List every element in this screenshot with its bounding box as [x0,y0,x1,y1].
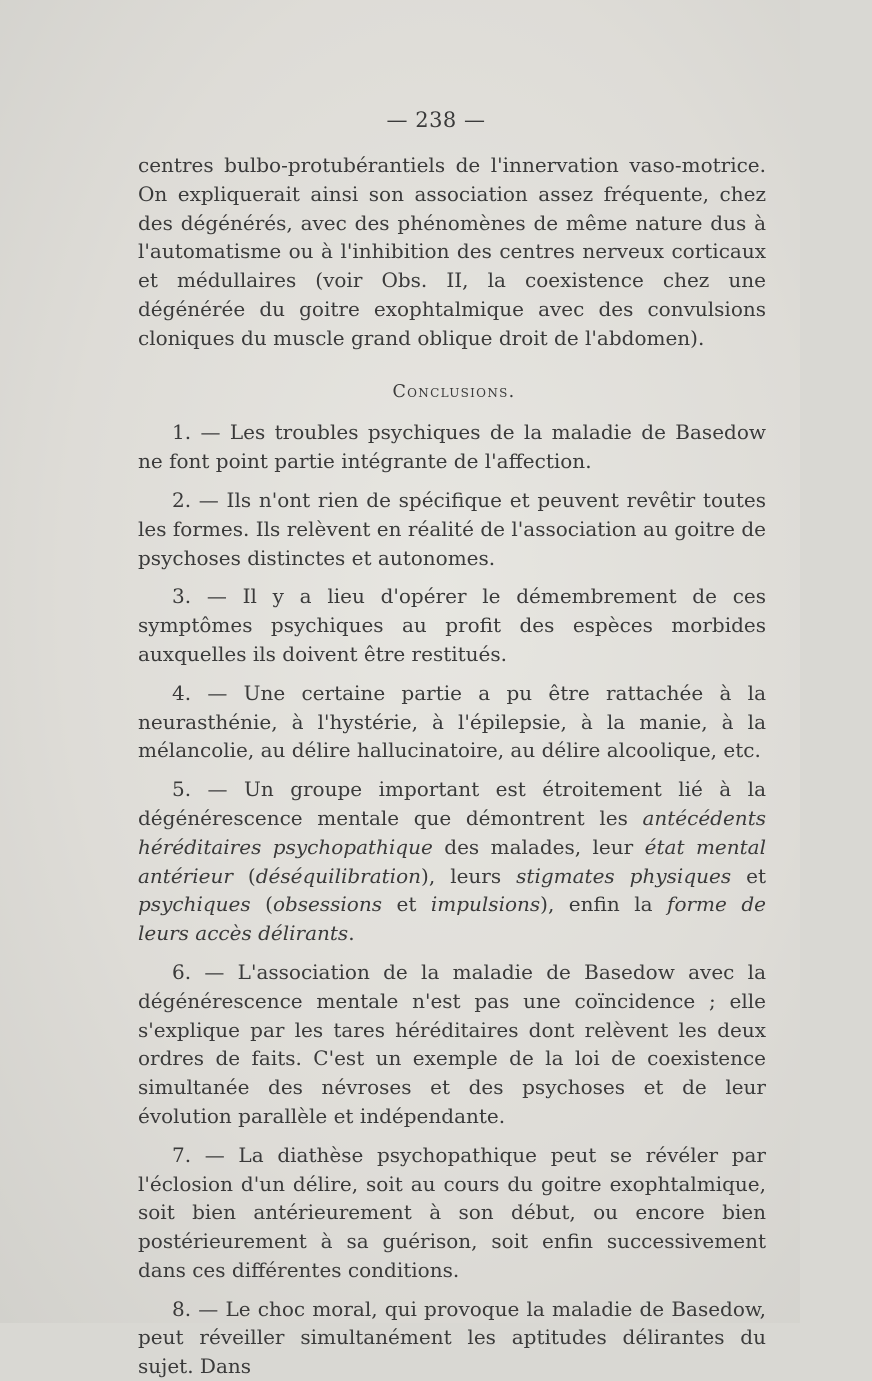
conclusion-5-text: des malades, leur [432,834,645,859]
conclusion-3: 3. — Il y a lieu d'opérer le démembrement de ces symptômes psychiques au profit des espèces morbides auxquelles ils doivent être restitués. [138,584,766,666]
conclusion-7: 7. — La diathèse psychopathique peut se révéler par l'éclosion d'un délire, soit au cours du goitre exophtalmique, soit bien antérieurement à son début, ou encore bien postérieurement à sa guérison, soit enfin successivement dans ces différentes conditions. [138,1142,766,1282]
italic-psychiques: psychiques [138,892,251,917]
conclusion-5-text: ), enfin la [540,892,668,917]
conclusion-1: 1. — Les troubles psychiques de la maladie de Basedow ne font point partie intégrante de l'affection. [138,420,766,474]
conclusion-5 [138,775,766,948]
conclusion-5-text: et [731,863,766,888]
section-heading-conclusions: Conclusions. [392,381,516,402]
page-number: — 238 — [386,108,486,132]
italic-antecedents: antécédents héréditaires psychopathique [138,805,766,859]
conclusion-5-text: 5. — Un groupe important est étroitement lié à la dégénérescence mentale que démontrent les [138,777,766,830]
conclusion-4: 4. — Une certaine partie a pu être rattachée à la neurasthénie, à l'hystérie, à l'épilepsie, à la manie, à la mélancolie, au délire hallucinatoire, au délire alcoolique, etc. [138,680,766,763]
conclusion-6: 6. — L'association de la maladie de Basedow avec la dégénérescence mentale n'est pas une coïncidence ; elle s'explique par les tares héréditaires dont relèvent les deux ordres de faits. C'est un exemple de la loi de coexistence simultanée des névroses et des psychoses et de leur évolution parallèle et indépendante. [138,959,766,1128]
italic-forme-acces: forme de leurs accès délirants [138,892,766,946]
conclusion-5-text: ), leurs [421,863,517,888]
conclusion-2: 2. — Ils n'ont rien de spécifique et peuvent revêtir toutes les formes. Ils relèvent en réalité de l'association au goitre de psychoses distinctes et autonomes. [138,487,766,570]
page-body [138,151,766,1381]
conclusion-5-text: et [382,892,431,917]
italic-impulsions: impulsions [430,892,541,917]
italic-stigmates: stigmates physiques [516,863,732,888]
italic-obsessions: obsessions [272,892,382,917]
conclusion-5-text: ( [250,892,273,917]
conclusion-5-text: ( [232,863,256,888]
italic-desequilibration: déséquilibration [255,863,422,888]
conclusion-8: 8. — Le choc moral, qui provoque la maladie de Basedow, peut réveiller simultanément les aptitudes délirantes du sujet. Dans [138,1296,766,1379]
continuation-paragraph: centres bulbo-protubérantiels de l'innervation vaso-motrice. On expliquerait ainsi son association assez fréquente, chez des dégénérés, avec des phénomènes de même nature dus à l'automatisme ou à l'inhibition des centres nerveux corticaux et médullaires (voir Obs. II, la coexistence chez une dégénérée du goitre exophtalmique avec des convulsions cloniques du muscle grand oblique droit de l'abdomen). [138,153,766,350]
conclusion-5-text: . [348,921,355,946]
italic-etat-mental: état mental antérieur [138,834,766,888]
